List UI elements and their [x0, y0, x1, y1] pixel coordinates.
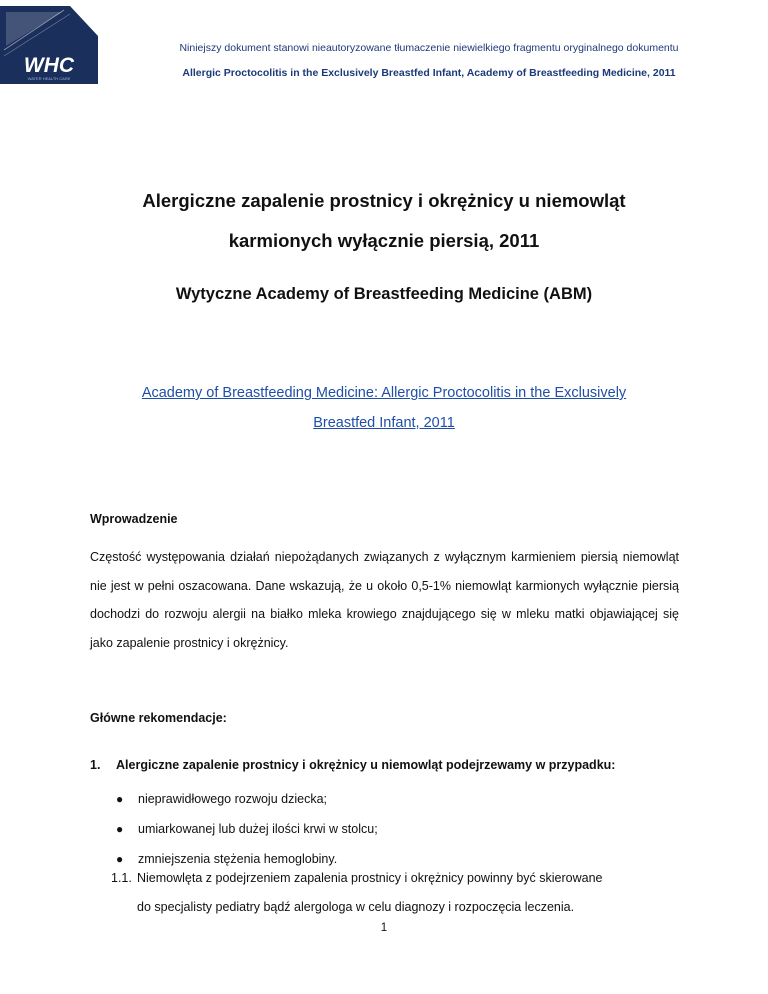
- subitem-text-line2: do specjalisty pediatry bądź alergologa w celu diagnozy i rozpoczęcia leczenia.: [137, 899, 575, 914]
- list-item: ● zmniejszenia stężenia hemoglobiny.: [116, 844, 378, 874]
- document-title-line1: Alergiczne zapalenie prostnicy i okrężnicy u niemowląt: [142, 190, 626, 211]
- page-number: 1: [380, 922, 388, 934]
- subitem-text-line1: Niemowlęta z podejrzeniem zapalenia prostnicy i okrężnicy powinny być skierowane: [137, 871, 603, 885]
- symptom-list: [116, 784, 378, 874]
- list-item: ● umiarkowanej lub dużej ilości krwi w stolcu;: [116, 814, 378, 844]
- subitem-number: 1.1.: [111, 871, 132, 885]
- source-link-line1[interactable]: Academy of Breastfeeding Medicine: Allergic Proctocolitis in the Exclusively: [141, 385, 627, 401]
- logo-text: WHC: [23, 54, 75, 77]
- recommendation-subitem-1-1: [111, 864, 681, 921]
- list-item: ● nieprawidłowego rozwoju dziecka;: [116, 784, 378, 814]
- bullet-icon: ●: [116, 792, 124, 806]
- source-link-line2[interactable]: Breastfed Infant, 2011: [313, 415, 455, 431]
- intro-paragraph: Częstość występowania działań niepożądanych związanych z wyłącznym karmieniem piersią niemowląt nie jest w pełni oszacowana. Dane wskazują, że u około 0,5-1% niemowląt karmionych wyłącznie piersią dochodzi do rozwoju alergii na białko mleka krowiego znajdującego się w mleku matki objawiającej się jako zapalenie prostnicy i okrężnicy.: [90, 550, 679, 650]
- header-note-line1: Niniejszy dokument stanowi nieautoryzowane tłumaczenie niewielkiego fragmentu oryginalnego dokumentu: [179, 42, 679, 54]
- recommendation-item-1: [90, 758, 615, 772]
- item-number: 1.: [90, 758, 101, 772]
- logo-tagline: WATER HEALTH CARE: [27, 76, 71, 81]
- recommendations-heading: Główne rekomendacje:: [90, 711, 227, 725]
- intro-heading: Wprowadzenie: [90, 512, 178, 526]
- document-subtitle: Wytyczne Academy of Breastfeeding Medicine (ABM): [175, 285, 593, 303]
- document-title-line2: karmionych wyłącznie piersią, 2011: [228, 230, 540, 251]
- bullet-icon: ●: [116, 822, 124, 836]
- whc-logo: [0, 6, 98, 84]
- bullet-icon: ●: [116, 852, 124, 866]
- header-note-line2: Allergic Proctocolitis in the Exclusively Breastfed Infant, Academy of Breastfeeding Medicine, 2011: [182, 67, 676, 79]
- item-text: Alergiczne zapalenie prostnicy i okrężnicy u niemowląt podejrzewamy w przypadku:: [116, 758, 616, 772]
